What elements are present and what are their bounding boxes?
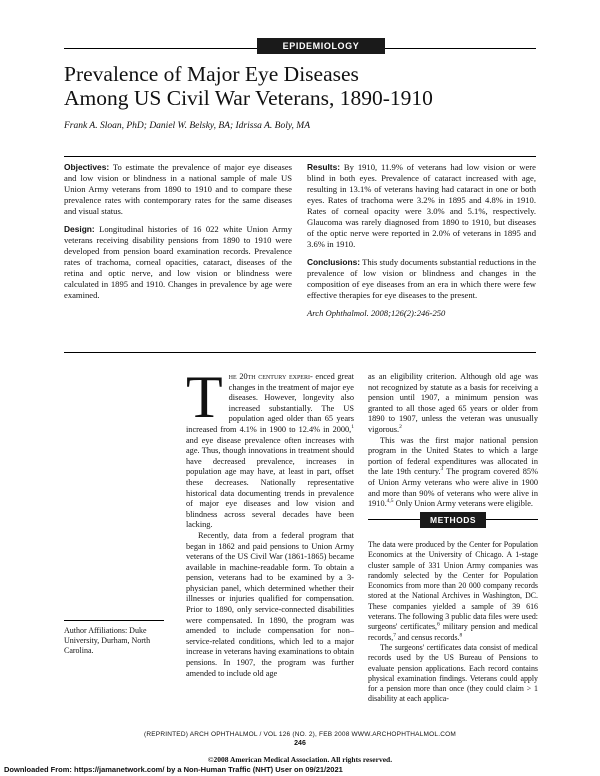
results-text: By 1910, 11.9% of veterans had low vision or were blind in both eyes. Prevalence of cataract increased with age, resulting in 13.1% of veterans having had cataract in one or both eyes. Rates of trachoma were 3.2% in 1895 and 4.8% in 1910. Rates of corneal opacity were 3.0% and 5.1%, respectively. Glaucoma was rarely diagnosed from 1890 to 1910, but diseases of the optic nerve were reported in 2.0% of veterans in 1895 and 3.6% in 1910. xyxy=(307,162,536,249)
m1-text-b: military pension and medical records, xyxy=(368,622,538,642)
page-number: 246 xyxy=(294,740,306,747)
abstract-design xyxy=(64,224,292,301)
abstract-bottom-rule xyxy=(64,352,536,353)
methods-column xyxy=(368,540,538,705)
results-label: Results: xyxy=(307,162,341,172)
m1-text-a: The data were produced by the Center for Population Economics at the University of Chicago. A 1-stage cluster sample of 331 Union Army companies was randomly selected by the Center for Population Economics from more than 20 000 company records stored at the National Archives in Washington, DC. These companies yielded a sample of 39 616 veterans. The following 3 public data files were used: surgeons' certificates, xyxy=(368,540,538,632)
ref-3: 3 xyxy=(440,466,444,473)
article-title xyxy=(64,62,534,110)
intro-text-a: enced great changes in the treatment of major eye diseases. However, longevity also increased substantially. The US population aged older than 65 years increased from 4.1% in 1900 to 12.4% in 2000, xyxy=(186,372,354,434)
ref-1: 1 xyxy=(351,424,354,431)
p4-text-b: The program covered 85% of Union Army veterans who were alive in 1900 and more than 90% of veterans who were alive in 1910. xyxy=(368,467,538,509)
conclusions-label: Conclusions: xyxy=(307,257,361,267)
author-affiliations: Author Affiliations: Duke University, Durham, North Carolina. xyxy=(64,626,151,655)
p4-text-a: This was the first major national pension program in the United States to which a large portion of federal expenditures was allocated in the late 19th century. xyxy=(368,435,538,477)
methods-paragraph-1 xyxy=(368,540,538,643)
section-label: EPIDEMIOLOGY xyxy=(257,38,385,54)
design-label: Design: xyxy=(64,224,95,234)
m1-text-c: and census records. xyxy=(397,632,460,642)
p3-text: as an eligibility criterion. Although old age was not recognized by statute as a basis for receiving a pension until 1907, a minimum pension was granted to all those aged 65 years or older from 1890 to 1907, unless the veteran was unusually vigorous. xyxy=(368,372,538,434)
drop-cap: T xyxy=(186,364,223,430)
affiliation-rule xyxy=(64,620,164,621)
ref-8: 8 xyxy=(459,632,463,639)
intro-paragraph-4 xyxy=(368,436,538,510)
design-text: Longitudinal histories of 16 022 white Union Army veterans receiving disability pensions from 1890 to 1910 were developed from pension board examination records. Prevalence rates of trachoma, corneal opacities, cataract, diseases of the retina and optic nerve, and low vision or blindness were calculated in 1895 and 1910. Changes in prevalence by age were examined. xyxy=(64,224,292,300)
intro-text-b: and eye disease prevalence often increases with age. Thus, though innovations in treatment should have decreased prevalence, increases in population age may have, at least in part, offset these decreases. Nationally representative historical data documenting trends in prevalence of major eye diseases and low vision and blindness across several decades have been lacking. xyxy=(186,435,354,530)
abstract-left-column xyxy=(64,162,292,308)
methods-paragraph-2: The surgeons' certificates data consist of medical records used by the US Bureau of Pensions to evaluate pension applications. Each record contains physical examination findings. Veterans could apply for a pension more than once (they could claim > 1 disability at each applica- xyxy=(368,642,538,704)
objectives-text: To estimate the prevalence of major eye diseases and low vision or blindness in a national sample of male US Union Army veterans from 1890 to 1910 and to compare these prevalence rates with contemporary rates for the same diseases and visual status. xyxy=(64,162,292,216)
article-citation: Arch Ophthalmol. 2008;126(2):246-250 xyxy=(307,308,446,318)
title-line-1: Prevalence of Major Eye Diseases xyxy=(64,62,359,86)
ref-6: 6 xyxy=(437,621,440,628)
abstract-conclusions xyxy=(307,257,536,301)
methods-label: METHODS xyxy=(420,512,486,528)
body-column-2 xyxy=(368,372,538,510)
abstract-objectives xyxy=(64,162,292,217)
intro-paragraph-2: Recently, data from a federal program that began in 1862 and paid pensions to Union Army veterans of the US Civil War (1861-1865) became available in machine-readable form. To obtain a pension, veterans had to be examined by a 3-physician panel, which determined whether their illnesses or injuries qualified for compensation. Prior to 1890, only service-connected disabilities were compensated. In 1890, the program was amended to include compensation for non–service-related conditions, which led to a major increase in veterans having examinations to obtain pensions. In 1907, the program was further amended to include old age xyxy=(186,530,354,678)
intro-paragraph-1 xyxy=(186,364,354,531)
page-footer: (REPRINTED) ARCH OPHTHALMOL / VOL 126 (NO. 2), FEB 2008 WWW.ARCHOPHTHALMOL.COM xyxy=(143,731,456,738)
body-column-1 xyxy=(186,364,354,679)
abstract-results xyxy=(307,162,536,250)
p4-text-c: Only Union Army veterans were eligible. xyxy=(395,499,533,509)
methods-heading xyxy=(368,512,538,528)
abstract-right-column xyxy=(307,162,536,326)
abstract-top-rule xyxy=(64,156,536,157)
intro-paragraph-3 xyxy=(368,372,538,436)
author-list: Frank A. Sloan, PhD; Daniel W. Belsky, BA; Idrissa A. Boly, MA xyxy=(64,121,310,131)
ref-7: 7 xyxy=(393,632,396,639)
title-line-2: Among US Civil War Veterans, 1890-1910 xyxy=(64,86,433,110)
intro-smallcaps: he 20th century experi- xyxy=(228,372,313,381)
conclusions-text: This study documents substantial reductions in the prevalence of low vision or blindness and changes in the composition of eye diseases from an era in which there were few effective therapies for eye diseases to the present. xyxy=(307,257,537,300)
download-notice: Downloaded From: https://jamanetwork.com/ by a Non-Human Traffic (NHT) User on 09/21/2021 xyxy=(4,765,343,774)
ref-2: 2 xyxy=(399,424,402,431)
ref-4-5: 4,5 xyxy=(386,498,394,505)
copyright-notice: ©2008 American Medical Association. All rights reserved. xyxy=(207,755,393,764)
objectives-label: Objectives: xyxy=(64,162,110,172)
